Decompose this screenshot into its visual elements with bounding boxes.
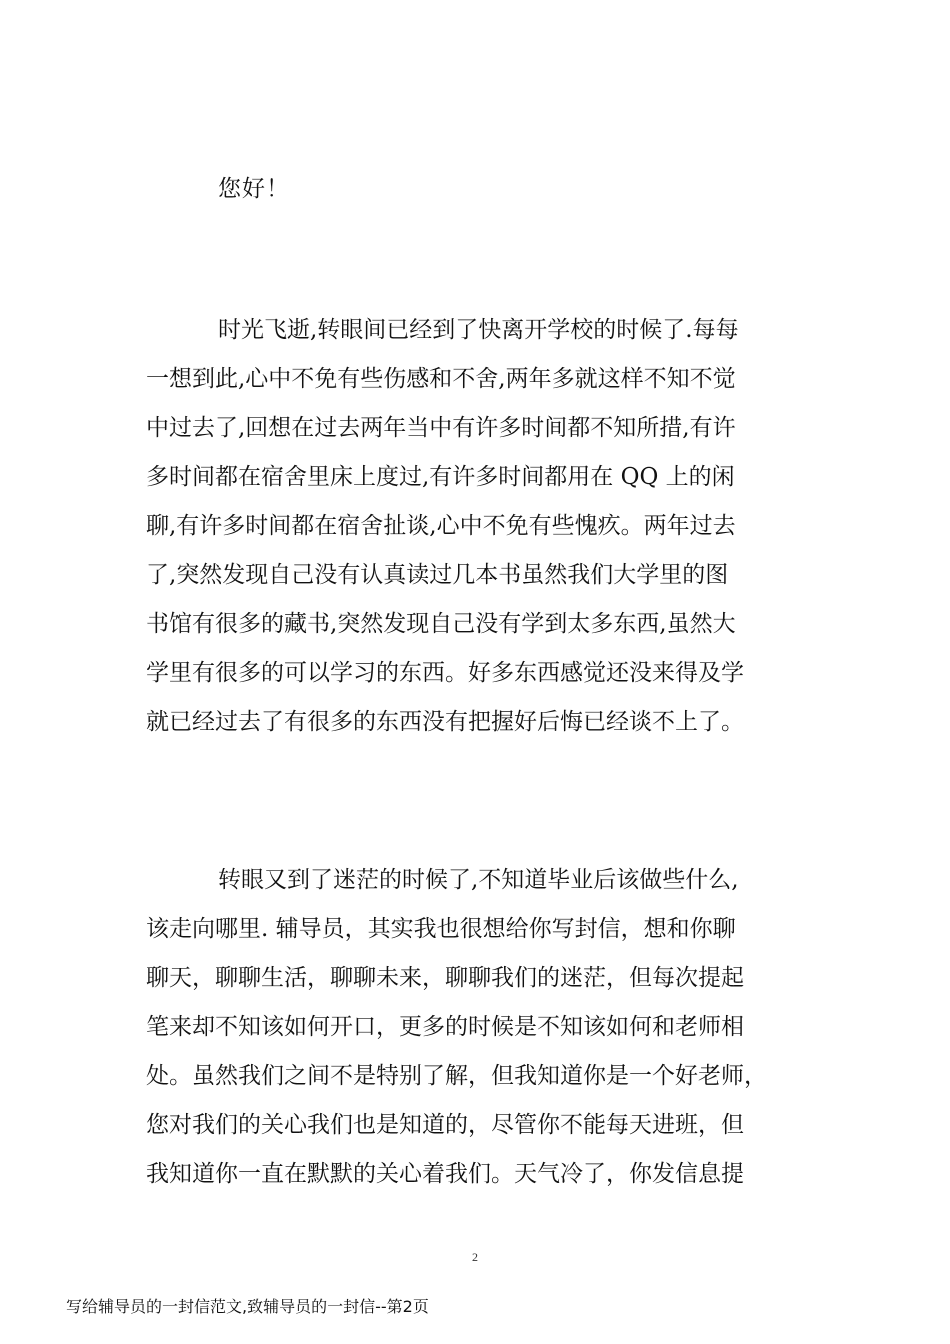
paragraph-2-line: 该走向哪里. 辅导员，其实我也很想给你写封信，想和你聊 [146,916,736,942]
paragraph-1-line: 书馆有很多的藏书,突然发现自己没有学到太多东西,虽然大 [146,611,736,637]
paragraph-1-line: 就已经过去了有很多的东西没有把握好后悔已经谈不上了。 [146,709,744,735]
paragraph-1-line: 学里有很多的可以学习的东西。好多东西感觉还没来得及学 [146,660,744,686]
paragraph-1-line: 一想到此,心中不免有些伤感和不舍,两年多就这样不知不觉 [146,366,736,392]
paragraph-2-line: 转眼又到了迷茫的时候了,不知道毕业后该做些什么, [218,867,739,893]
paragraph-1-line: 多时间都在宿舍里床上度过,有许多时间都用在 QQ 上的闲 [146,464,735,490]
greeting: 您好！ [218,176,290,202]
paragraph-2-line: 笔来却不知该如何开口，更多的时候是不知该如何和老师相 [146,1014,744,1040]
paragraph-2-line: 您对我们的关心我们也是知道的，尽管你不能每天进班，但 [146,1112,744,1138]
paragraph-1-line: 时光飞逝,转眼间已经到了快离开学校的时候了.每每 [218,317,739,343]
paragraph-1-line: 中过去了,回想在过去两年当中有许多时间都不知所措,有许 [146,415,736,441]
footer-title: 写给辅导员的一封信范文,致辅导员的一封信--第2页 [66,1297,429,1316]
paragraph-2-line: 聊天，聊聊生活，聊聊未来，聊聊我们的迷茫，但每次提起 [146,965,744,991]
paragraph-2-line: 处。虽然我们之间不是特别了解，但我知道你是一个好老师， [146,1063,767,1089]
paragraph-2-line: 我知道你一直在默默的关心着我们。天气冷了，你发信息提 [146,1161,744,1187]
page-number: 2 [472,1250,478,1264]
paragraph-1-line: 聊,有许多时间都在宿舍扯谈,心中不免有些愧疚。两年过去 [146,513,736,539]
paragraph-1-line: 了,突然发现自己没有认真读过几本书虽然我们大学里的图 [146,562,729,588]
